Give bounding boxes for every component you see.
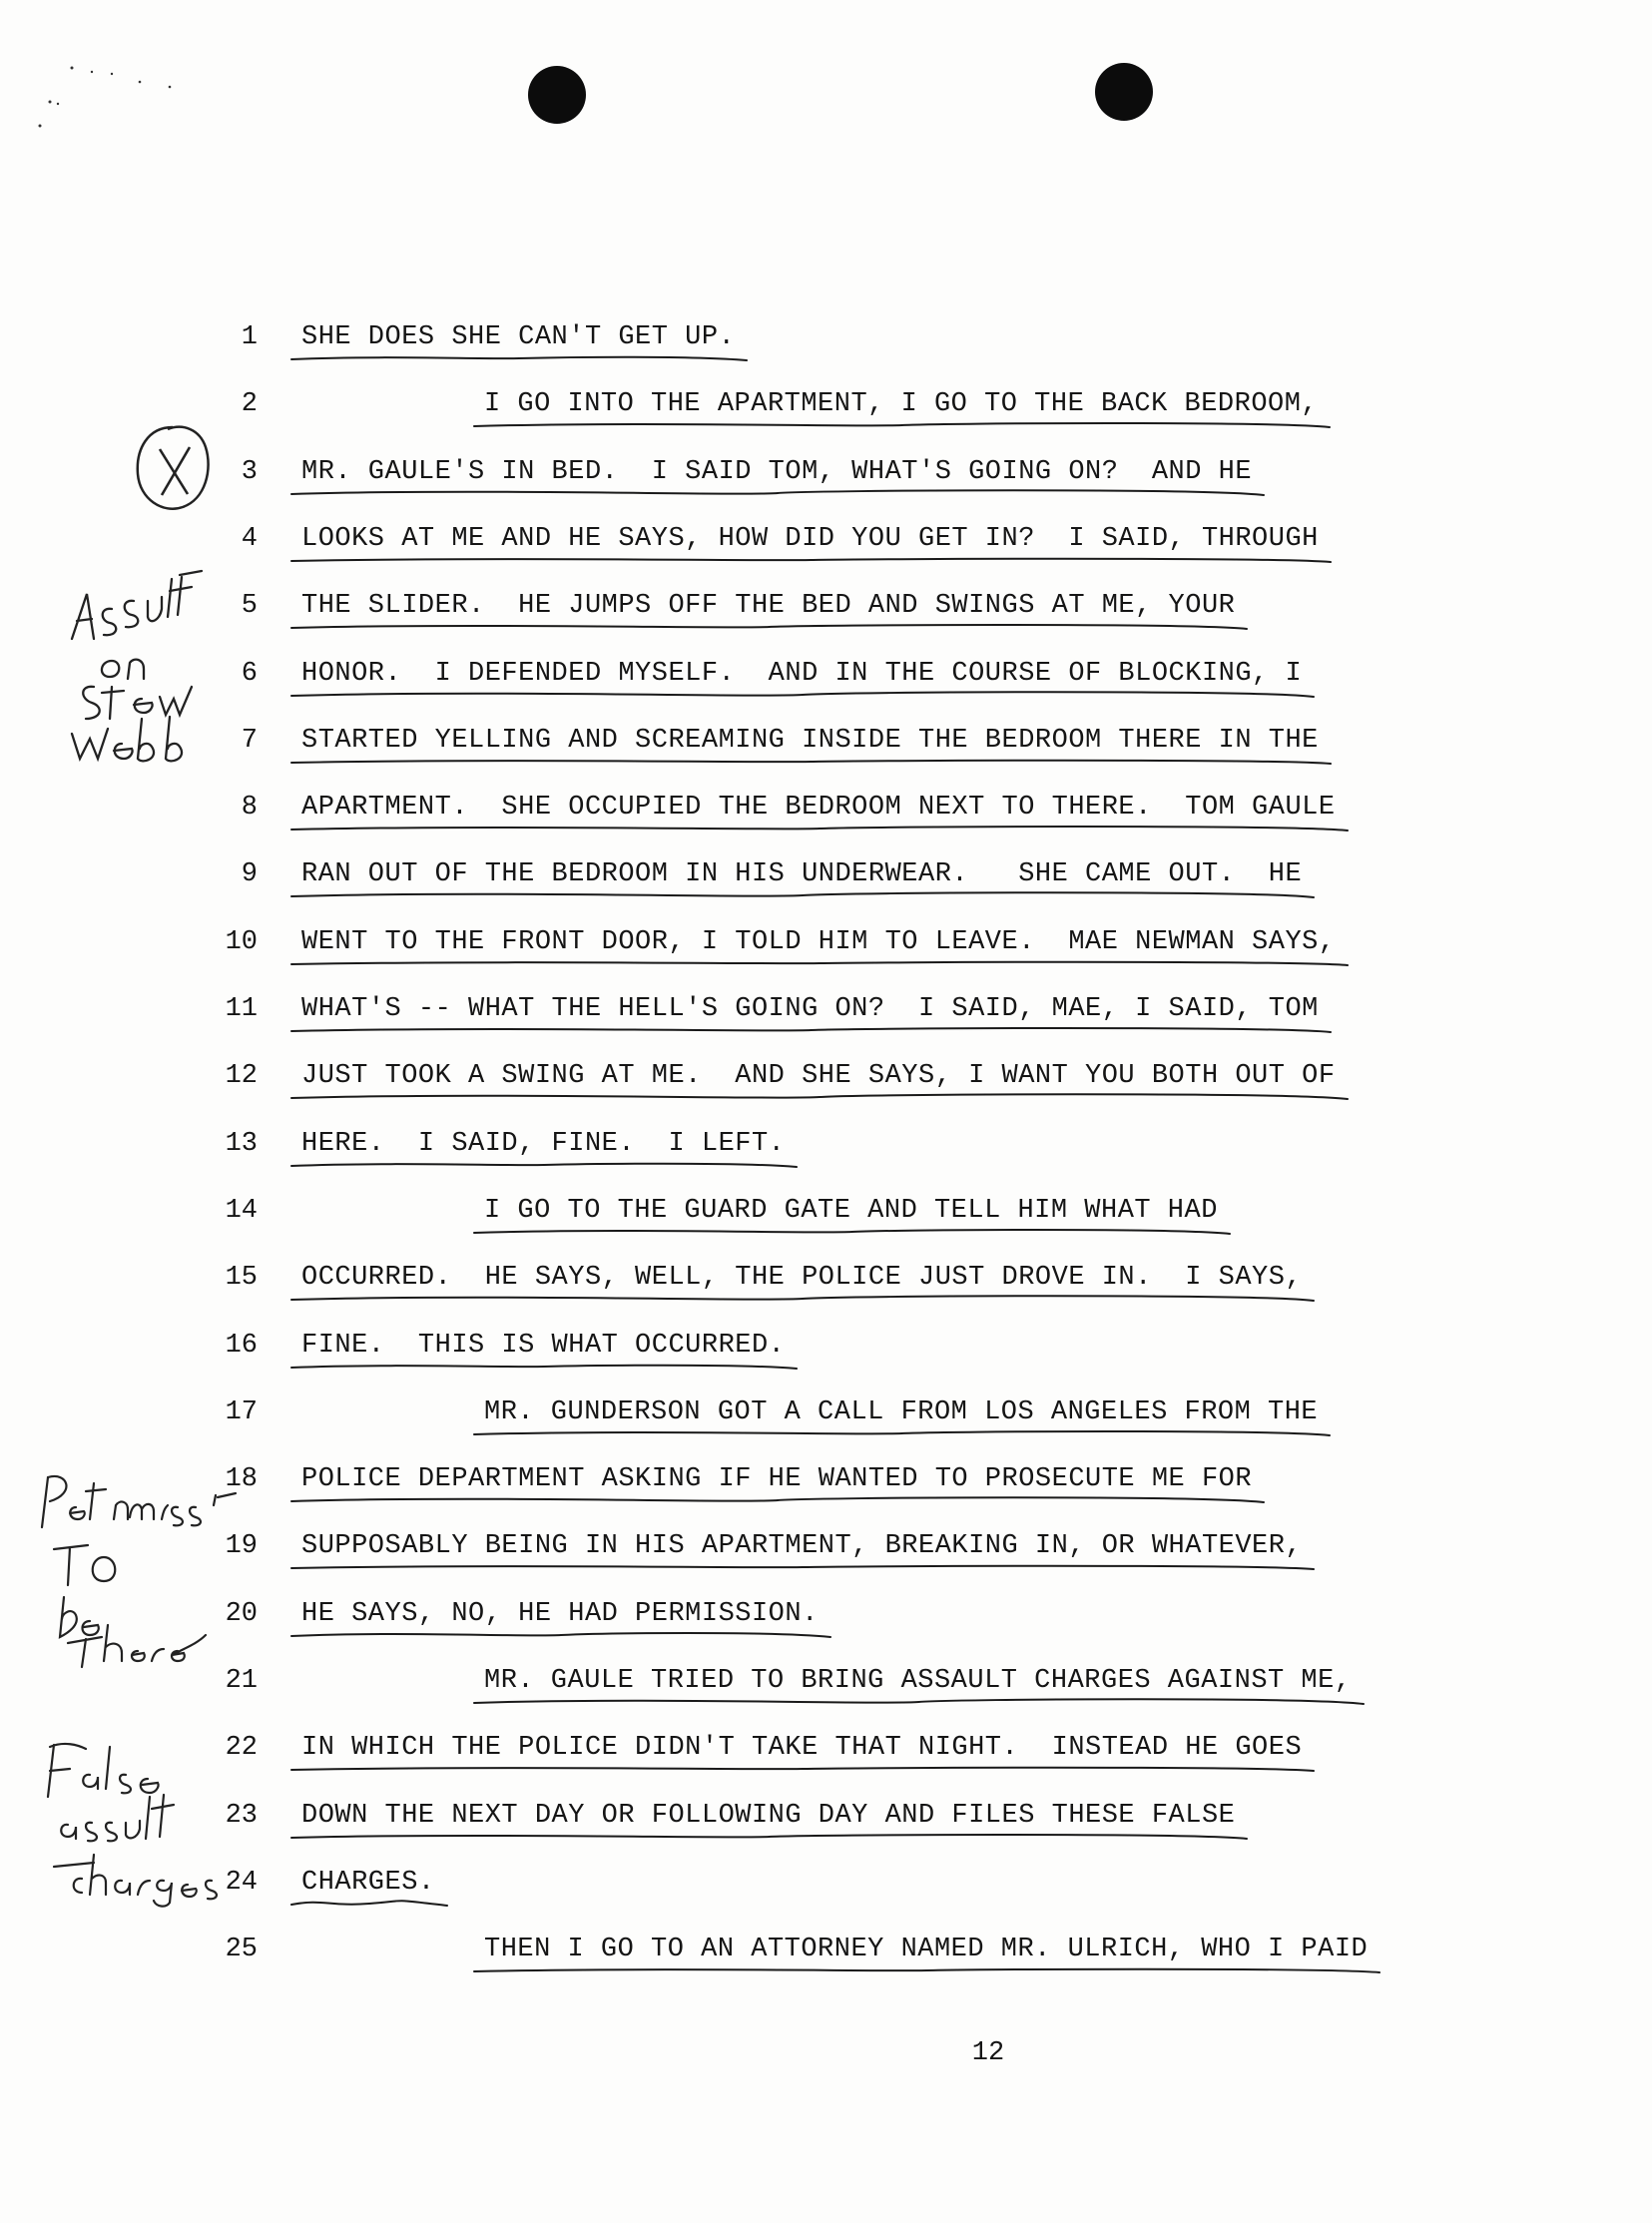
transcript-line [0,519,1652,559]
transcript-line [0,586,1652,626]
line-text: SUPPOSABLY BEING IN HIS APARTMENT, BREAKING IN, OR WHATEVER, [301,1531,1303,1562]
line-number: 4 [241,523,258,554]
line-text: I GO INTO THE APARTMENT, I GO TO THE BACK BEDROOM, [484,389,1319,420]
transcript-line [0,1796,1652,1836]
line-number: 15 [225,1263,258,1294]
transcript-line [0,1326,1652,1366]
transcript-line [0,654,1652,694]
line-text: MR. GUNDERSON GOT A CALL FROM LOS ANGELES FROM THE [484,1396,1319,1427]
assault-margin-note [52,569,242,794]
line-text: WHAT'S -- WHAT THE HELL'S GOING ON? I SAID, MAE, I SAID, TOM [301,994,1319,1024]
transcript-line [0,1392,1652,1432]
transcript-line [0,1728,1652,1768]
line-number: 12 [225,1061,258,1092]
underline-stroke [291,962,1348,965]
transcript-line [0,1191,1652,1231]
line-number: 22 [225,1733,258,1764]
transcript-line [0,317,1652,357]
underline-stroke [291,357,747,360]
line-number: 17 [225,1396,258,1427]
transcript-line [0,788,1652,828]
punch-hole-left [528,66,586,124]
punch-hole-right [1095,63,1153,121]
permission-margin-note [28,1457,248,1672]
line-text: DOWN THE NEXT DAY OR FOLLOWING DAY AND FILES THESE FALSE [301,1800,1236,1831]
line-number: 2 [241,389,258,420]
false-charges-margin-note [34,1737,234,1912]
line-text: STARTED YELLING AND SCREAMING INSIDE THE BEDROOM THERE IN THE [301,725,1319,756]
line-number: 5 [241,591,258,622]
line-text: CHARGES. [301,1867,435,1898]
line-text: I GO TO THE GUARD GATE AND TELL HIM WHAT HAD [484,1195,1218,1226]
line-number: 1 [241,322,258,352]
circled-x-annotation [128,419,218,524]
transcript-line [0,384,1652,424]
line-number: 16 [225,1330,258,1361]
line-number: 8 [241,793,258,824]
transcript-line [0,989,1652,1029]
line-number: 13 [225,1128,258,1159]
line-number: 25 [225,1935,258,1965]
underline-stroke [291,1366,797,1369]
line-number: 9 [241,859,258,890]
line-text: IN WHICH THE POLICE DIDN'T TAKE THAT NIGHT. INSTEAD HE GOES [301,1733,1303,1764]
underline-stroke [291,559,1331,562]
transcript-line [0,1056,1652,1096]
line-number: 20 [225,1598,258,1629]
line-text: HE SAYS, NO, HE HAD PERMISSION. [301,1598,819,1629]
line-text: HONOR. I DEFENDED MYSELF. AND IN THE COURSE OF BLOCKING, I [301,658,1303,689]
line-number: 23 [225,1800,258,1831]
transcript-line [0,1526,1652,1566]
line-number: 7 [241,725,258,756]
transcript-line [0,1863,1652,1903]
line-text: MR. GAULE'S IN BED. I SAID TOM, WHAT'S GOING ON? AND HE [301,456,1253,487]
line-number: 24 [225,1867,258,1898]
transcript-line [0,1930,1652,1969]
line-text: APARTMENT. SHE OCCUPIED THE BEDROOM NEXT TO THERE. TOM GAULE [301,793,1336,824]
line-number: 21 [225,1666,258,1696]
transcript-line [0,1258,1652,1298]
line-text: HERE. I SAID, FINE. I LEFT. [301,1128,786,1159]
line-number: 18 [225,1464,258,1495]
underline-stroke [291,1835,1247,1839]
line-text: LOOKS AT ME AND HE SAYS, HOW DID YOU GET IN? I SAID, THROUGH [301,523,1319,554]
transcript-line [0,1459,1652,1499]
line-number: 19 [225,1531,258,1562]
line-text: RAN OUT OF THE BEDROOM IN HIS UNDERWEAR. SHE CAME OUT. HE [301,859,1303,890]
line-text: POLICE DEPARTMENT ASKING IF HE WANTED TO PROSECUTE ME FOR [301,1464,1253,1495]
line-text: THE SLIDER. HE JUMPS OFF THE BED AND SWINGS AT ME, YOUR [301,591,1236,622]
line-number: 10 [225,926,258,957]
transcript-line [0,922,1652,962]
transcript-line [0,1124,1652,1164]
transcript-line [0,721,1652,761]
line-text: JUST TOOK A SWING AT ME. AND SHE SAYS, I WANT YOU BOTH OUT OF [301,1061,1336,1092]
line-text: THEN I GO TO AN ATTORNEY NAMED MR. ULRICH, WHO I PAID [484,1935,1369,1965]
underline-stroke [291,1164,797,1167]
transcript-line [0,1594,1652,1634]
underline-stroke [474,1969,1379,1972]
line-text: OCCURRED. HE SAYS, WELL, THE POLICE JUST DROVE IN. I SAYS, [301,1263,1303,1294]
line-text: MR. GAULE TRIED TO BRING ASSAULT CHARGES AGAINST ME, [484,1666,1352,1696]
line-text: FINE. THIS IS WHAT OCCURRED. [301,1330,786,1361]
line-text: WENT TO THE FRONT DOOR, I TOLD HIM TO LEAVE. MAE NEWMAN SAYS, [301,926,1336,957]
underline-stroke [291,761,1331,764]
line-number: 6 [241,658,258,689]
line-number: 3 [241,456,258,487]
transcript-line [0,1661,1652,1701]
transcript-line [0,854,1652,894]
transcript-line [0,452,1652,492]
line-number: 14 [225,1195,258,1226]
line-number: 11 [225,994,258,1024]
page-number: 12 [971,2038,1005,2068]
scan-specks [30,60,190,140]
line-text: SHE DOES SHE CAN'T GET UP. [301,322,736,352]
